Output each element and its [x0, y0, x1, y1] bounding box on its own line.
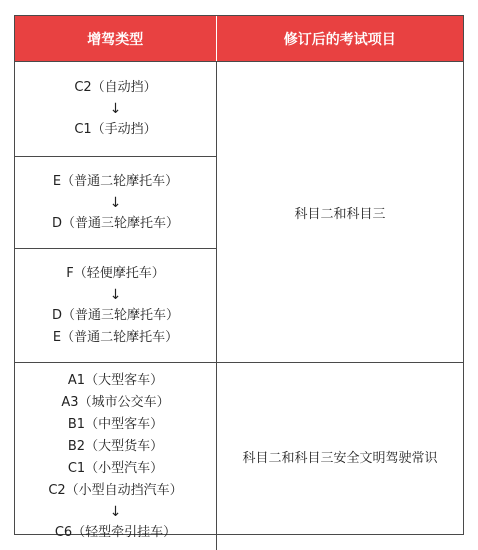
license-from: A3（城市公交车） — [61, 394, 170, 410]
license-to: C1（手动挡） — [74, 122, 157, 137]
table-header — [15, 16, 463, 61]
license-to: C6（轻型牵引挂车） — [54, 524, 177, 540]
license-from: B1（中型客车） — [67, 416, 164, 432]
license-from: C1（小型汽车） — [67, 460, 164, 476]
license-from: A1（大型客车） — [67, 372, 164, 388]
down-arrow-icon: ↓ — [109, 194, 122, 211]
down-arrow-icon: ↓ — [109, 503, 122, 520]
down-arrow-icon: ↓ — [109, 101, 122, 117]
header-upgrade-type: 增驾类型 — [87, 31, 144, 48]
upgrade-type-column — [15, 61, 217, 550]
table-cell-f-to-d-e — [15, 248, 216, 362]
down-arrow-icon: ↓ — [109, 286, 122, 303]
table-cell-large-vehicles-to-c6 — [15, 362, 216, 550]
license-to: D（普通三轮摩托车） — [51, 307, 179, 323]
license-from: C2（小型自动挡汽车） — [48, 482, 183, 498]
table-cell-c2-to-c1 — [15, 61, 216, 156]
license-from: C2（自动挡） — [74, 80, 157, 95]
header-exam-items: 修订后的考试项目 — [216, 16, 463, 61]
license-to: E（普通二轮摩托车） — [52, 329, 179, 345]
license-from: E（普通二轮摩托车） — [52, 173, 179, 189]
exam-items-column — [217, 61, 463, 550]
license-from: B2（大型货车） — [67, 438, 164, 454]
license-from: F（轻便摩托车） — [66, 265, 165, 281]
table-cell-exam-subjects-2-3-safety: 科目二和科目三安全文明驾驶常识 — [217, 362, 463, 550]
license-to: D（普通三轮摩托车） — [51, 215, 179, 231]
table-cell-e-to-d — [15, 156, 216, 248]
table-cell-exam-subjects-2-3: 科目二和科目三 — [217, 61, 463, 362]
upgrade-license-table — [14, 15, 464, 540]
